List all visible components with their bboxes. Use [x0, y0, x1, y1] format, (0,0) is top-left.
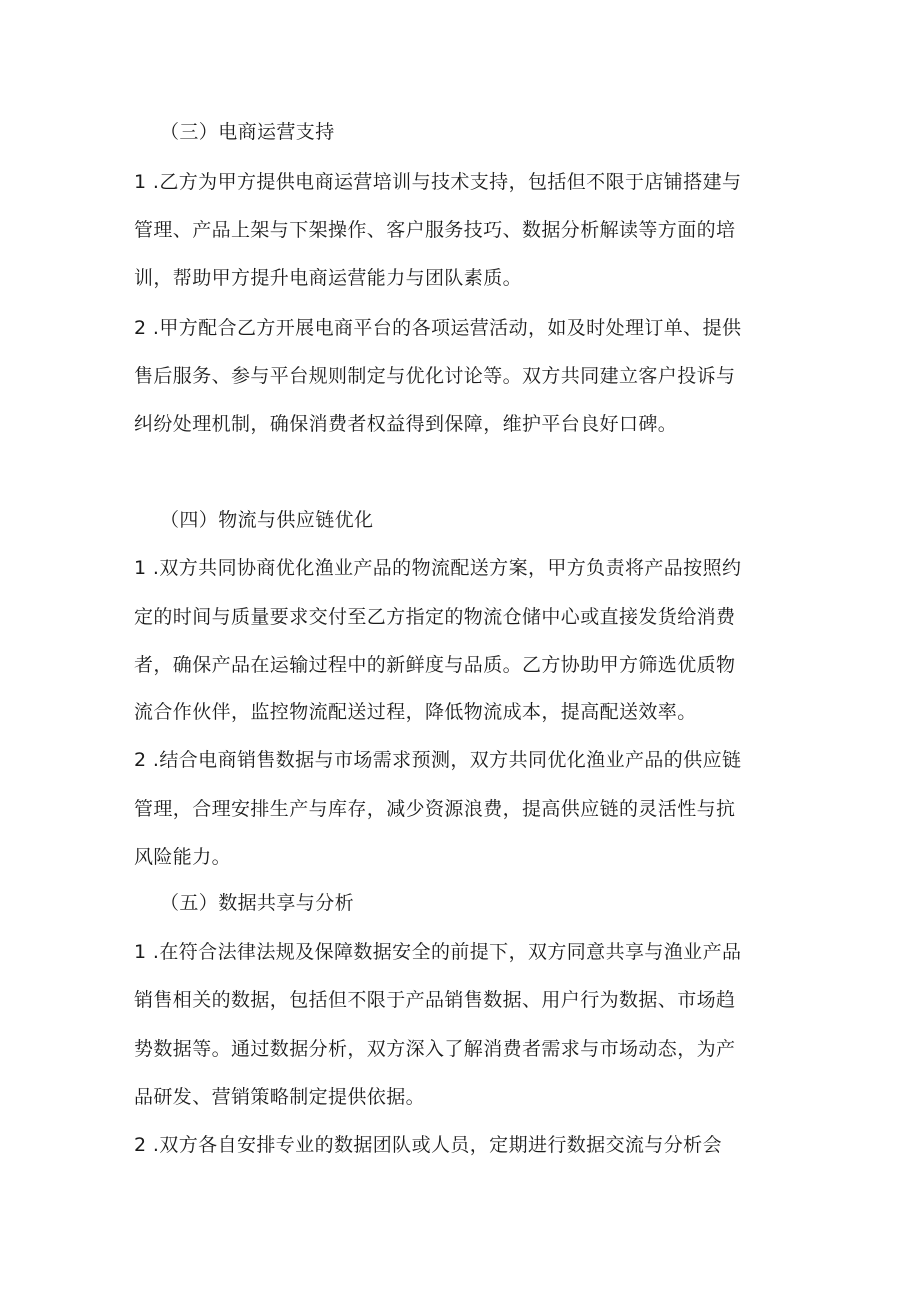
paragraph-line: 风险能力。 [134, 846, 232, 868]
paragraph-line: 1 .乙方为甲方提供电商运营培训与技术支持，包括但不限于店铺搭建与 [134, 171, 742, 193]
paragraph-line: 管理、产品上架与下架操作、客户服务技巧、数据分析解读等方面的培 [134, 219, 736, 241]
paragraph-line: 训，帮助甲方提升电商运营能力与团队素质。 [134, 267, 523, 289]
paragraph-line: 流合作伙伴，监控物流配送过程，降低物流成本，提高配送效率。 [134, 701, 697, 723]
paragraph-line: 2 .甲方配合乙方开展电商平台的各项运营活动，如及时处理订单、提供 [134, 317, 742, 339]
paragraph-line: 2 .双方各自安排专业的数据团队或人员，定期进行数据交流与分析会 [134, 1134, 722, 1156]
section-heading-3: （三）电商运营支持 [160, 121, 335, 143]
paragraph-line: 管理，合理安排生产与库存，减少资源浪费，提高供应链的灵活性与抗 [134, 798, 736, 820]
paragraph-line: 者，确保产品在运输过程中的新鲜度与品质。乙方协助甲方筛选优质物 [134, 654, 736, 676]
paragraph-line: 纠纷处理机制，确保消费者权益得到保障，维护平台良好口碑。 [134, 413, 678, 435]
paragraph-line: 售后服务、参与平台规则制定与优化讨论等。双方共同建立客户投诉与 [134, 365, 736, 387]
paragraph-line: 1 .双方共同协商优化渔业产品的物流配送方案，甲方负责将产品按照约 [134, 557, 742, 579]
paragraph-line: 品研发、营销策略制定提供依据。 [134, 1086, 426, 1108]
paragraph-line: 1 .在符合法律法规及保障数据安全的前提下，双方同意共享与渔业产品 [134, 941, 742, 963]
paragraph-line: 定的时间与质量要求交付至乙方指定的物流仓储中心或直接发货给消费 [134, 606, 736, 628]
section-heading-4: （四）物流与供应链优化 [160, 509, 374, 531]
paragraph-line: 2 .结合电商销售数据与市场需求预测，双方共同优化渔业产品的供应链 [134, 749, 742, 771]
section-heading-5: （五）数据共享与分析 [160, 892, 355, 914]
paragraph-line: 销售相关的数据，包括但不限于产品销售数据、用户行为数据、市场趋 [134, 989, 736, 1011]
paragraph-line: 势数据等。通过数据分析，双方深入了解消费者需求与市场动态，为产 [134, 1038, 736, 1060]
